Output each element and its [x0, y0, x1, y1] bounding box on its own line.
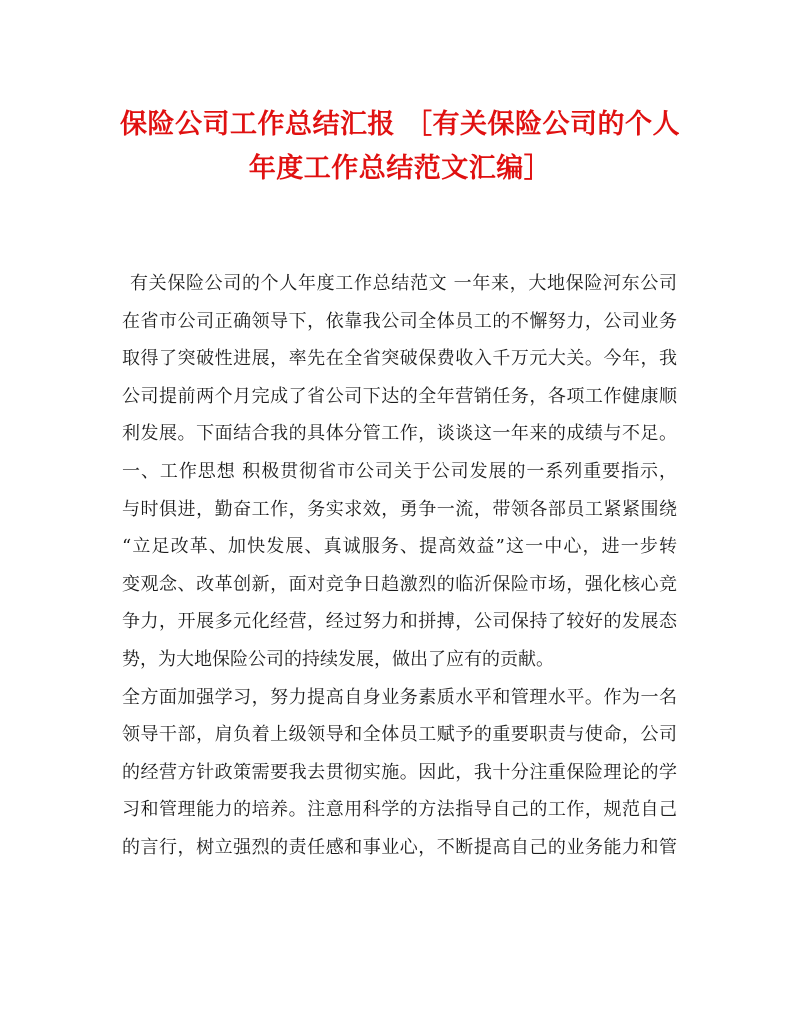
- body-line: 势，为大地保险公司的持续发展，做出了应有的贡献。: [122, 648, 554, 670]
- body-line: 利发展。下面结合我的具体分管工作，谈谈这一年来的成绩与不足。: [122, 423, 677, 445]
- body-line: 争力，开展多元化经营，经过努力和拼搏，公司保持了较好的发展态: [122, 611, 677, 633]
- body-line: 有关保险公司的个人年度工作总结范文 一年来，大地保险河东公司: [130, 273, 677, 294]
- body-line: 的言行，树立强烈的责任感和事业心，不断提高自己的业务能力和管: [122, 836, 677, 858]
- body-line: “立足改革、加快发展、真诚服务、提高效益”这一中心，进一步转: [122, 536, 677, 558]
- body-line: 与时俱进，勤奋工作，务实求效，勇争一流，带领各部员工紧紧围绕: [122, 498, 677, 520]
- document-body: [122, 265, 677, 867]
- body-line: 在省市公司正确领导下，依靠我公司全体员工的不懈努力，公司业务: [122, 310, 677, 332]
- body-line: 全方面加强学习，努力提高自身业务素质水平和管理水平。作为一名: [122, 686, 677, 708]
- body-line: 变观念、改革创新，面对竞争日趋激烈的临沂保险市场，强化核心竞: [122, 573, 677, 595]
- body-line: 领导干部，肩负着上级领导和全体员工赋予的重要职责与使命，公司: [122, 724, 677, 746]
- body-line: 取得了突破性进展，率先在全省突破保费收入千万元大关。今年，我: [122, 348, 677, 370]
- body-line: 习和管理能力的培养。注意用科学的方法指导自己的工作，规范自己: [122, 799, 677, 821]
- body-line: 一、工作思想 积极贯彻省市公司关于公司发展的一系列重要指示，: [122, 460, 677, 482]
- document-title: 保险公司工作总结汇报 ［有关保险公司的个人年度工作总结范文汇编］: [120, 109, 680, 184]
- body-line: 公司提前两个月完成了省公司下达的全年营销任务，各项工作健康顺: [122, 385, 677, 407]
- body-line: 的经营方针政策需要我去贯彻实施。因此，我十分注重保险理论的学: [122, 761, 677, 783]
